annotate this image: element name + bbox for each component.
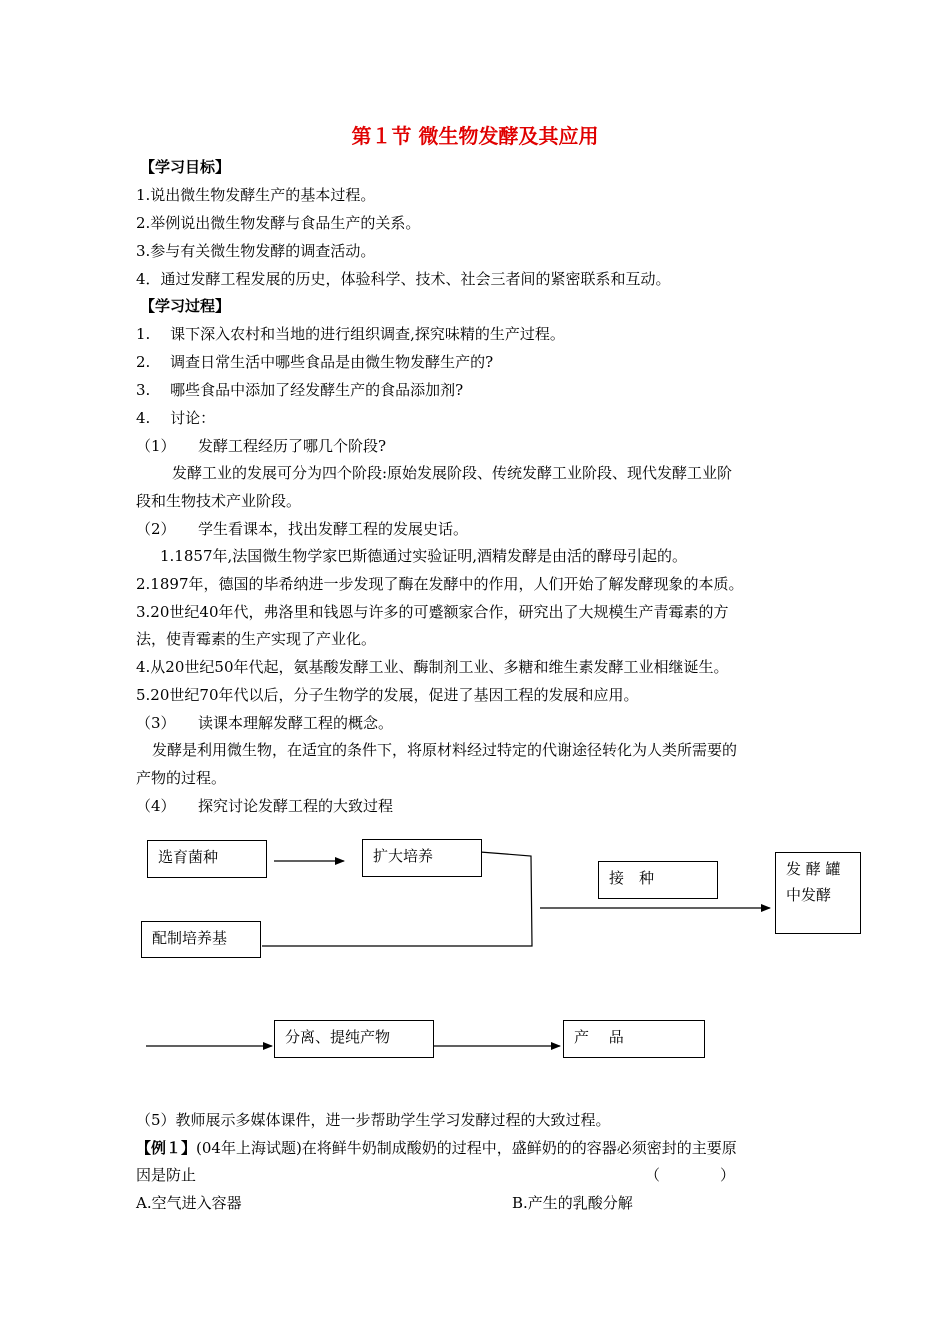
history-item: 法，使青霉素的生产实现了产业化。 <box>136 630 377 648</box>
flow-box-prepare-medium: 配制培养基 <box>141 921 261 958</box>
fermenter-line-1: 发 酵 罐 <box>786 860 841 878</box>
history-item: 2.1897年，德国的毕希纳进一步发现了酶在发酵中的作用，人们开始了解发酵现象的本质。 <box>136 575 744 593</box>
example-label: 【例１】 <box>136 1139 197 1157</box>
history-item: 1.1857年,法国微生物学家巴斯德通过实验证明,酒精发酵是由活的酵母引起的。 <box>160 547 688 565</box>
history-item: 4.从20世纪50年代起，氨基酸发酵工业、酶制剂工业、多糖和维生素发酵工业相继诞生。 <box>136 658 729 676</box>
discussion-item: （1） 发酵工程经历了哪几个阶段? <box>136 437 387 455</box>
goal-item: 3.参与有关微生物发酵的调查活动。 <box>136 242 376 260</box>
discussion-answer: 发酵是利用微生物，在适宜的条件下，将原材料经过特定的代谢途径转化为人类所需要的 <box>152 741 738 759</box>
goal-item: 2.举例说出微生物发酵与食品生产的关系。 <box>136 214 421 232</box>
goals-heading: 【学习目标】 <box>140 158 231 176</box>
discussion-answer: 段和生物技术产业阶段。 <box>136 492 302 510</box>
discussion-item: （2） 学生看课本，找出发酵工程的发展史话。 <box>136 520 469 538</box>
example-text: (04年上海试题)在将鲜牛奶制成酸奶的过程中，盛鲜奶的的容器必须密封的主要原 <box>196 1139 737 1157</box>
goal-item: 4．通过发酵工程发展的历史，体验科学、技术、社会三者间的紧密联系和互动。 <box>136 270 671 288</box>
discussion-item: （4） 探究讨论发酵工程的大致过程 <box>136 797 394 815</box>
flow-box-inoculate: 接 种 <box>598 861 718 899</box>
flow-box-expand-culture: 扩大培养 <box>362 839 482 877</box>
process-question: 3. 哪些食品中添加了经发酵生产的食品添加剂? <box>136 381 464 399</box>
process-heading: 【学习过程】 <box>140 297 231 315</box>
discussion-answer: 发酵工业的发展可分为四个阶段:原始发展阶段、传统发酵工业阶段、现代发酵工业阶 <box>172 464 733 482</box>
flow-box-product: 产 品 <box>563 1020 705 1058</box>
flow-box-fermenter <box>775 852 861 934</box>
discussion-item: （3） 读课本理解发酵工程的概念。 <box>136 714 394 732</box>
fermenter-line-2: 中发酵 <box>786 886 832 904</box>
history-item: 3.20世纪40年代，弗洛里和钱恩与许多的可蹙额家合作，研究出了大规模生产青霉素的方 <box>136 603 729 621</box>
page-title: 第１节 微生物发酵及其应用 <box>351 124 599 148</box>
process-question: 4. 讨论： <box>136 409 216 427</box>
example-text-cont: 因是防止 <box>136 1166 197 1184</box>
flow-box-select-strain: 选育菌种 <box>147 840 267 878</box>
process-question: 1. 课下深入农村和当地的进行组织调查,探究味精的生产过程。 <box>136 325 565 343</box>
process-question: 2. 调查日常生活中哪些食品是由微生物发酵生产的? <box>136 353 494 371</box>
discussion-item: （5）教师展示多媒体课件，进一步帮助学生学习发酵过程的大致过程。 <box>136 1111 611 1129</box>
discussion-answer: 产物的过程。 <box>136 769 227 787</box>
flow-box-separate-purify: 分离、提纯产物 <box>274 1020 434 1058</box>
option-a: A.空气进入容器 <box>136 1194 242 1212</box>
example-line <box>136 1138 737 1158</box>
history-item: 5.20世纪70年代以后，分子生物学的发展，促进了基因工程的发展和应用。 <box>136 686 639 704</box>
goal-item: 1.说出微生物发酵生产的基本过程。 <box>136 186 376 204</box>
answer-blank: （ ） <box>645 1166 736 1184</box>
option-b: B.产生的乳酸分解 <box>512 1194 633 1212</box>
